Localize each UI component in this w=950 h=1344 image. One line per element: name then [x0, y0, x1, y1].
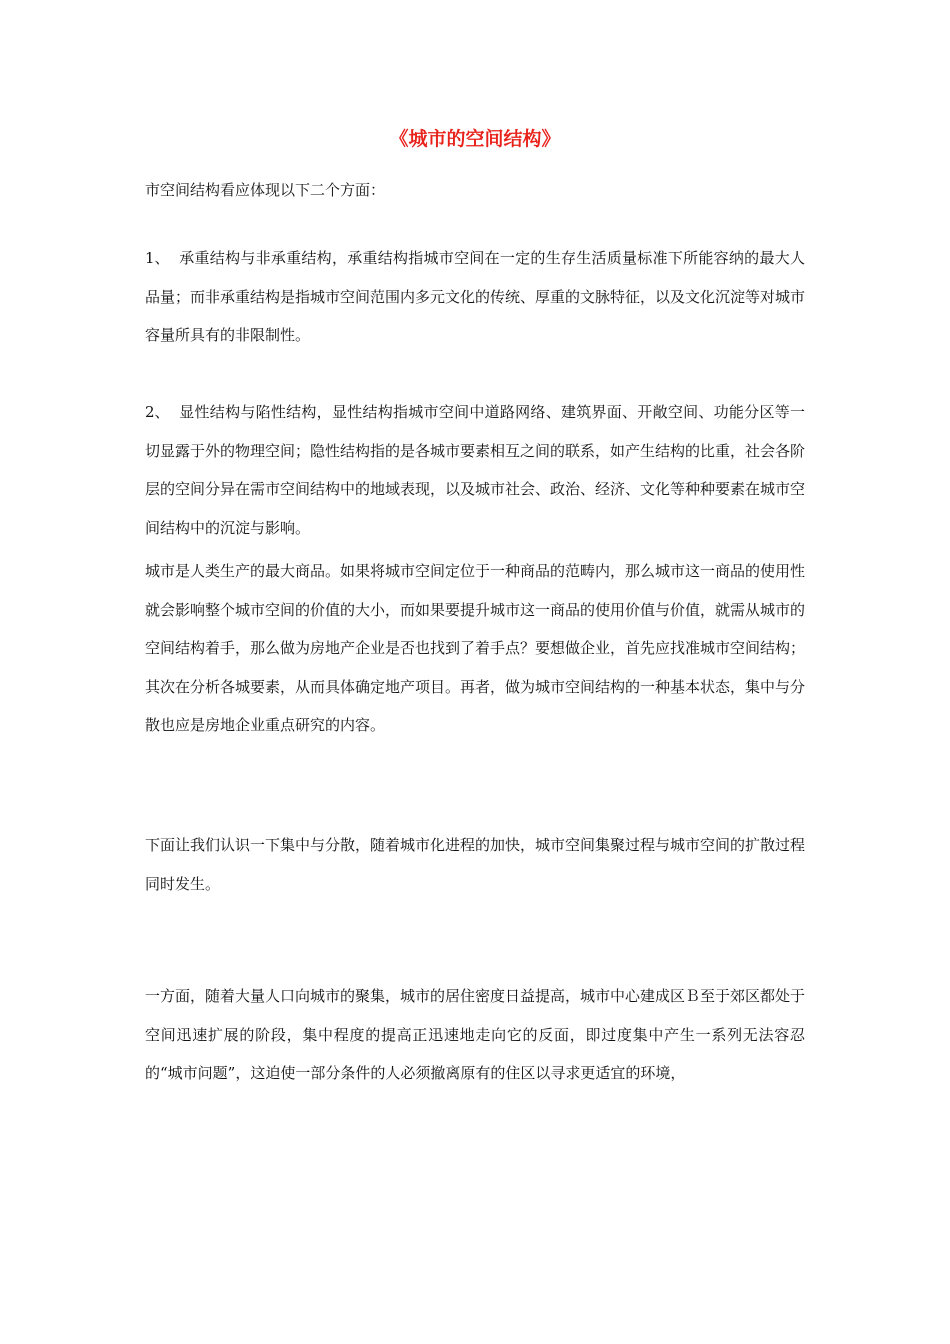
point-1-text: 承重结构与非承重结构，承重结构指城市空间在一定的生存生活质量标准下所能容纳的最大人品量；而非承重结构是指城市空间范围内多元文化的传统、厚重的文脉特征，以及文化沉淀等对城市容量所具有的非限制性。	[145, 249, 806, 344]
intro-paragraph: 市空间结构看应体现以下二个方面：	[145, 181, 386, 199]
point-1-paragraph	[145, 239, 805, 355]
point-2-number: 2、	[145, 403, 170, 421]
point-2-text: 显性结构与陷性结构，显性结构指城市空间中道路网络、建筑界面、开敞空间、功能分区等一切显露于外的物理空间；隐性结构指的是各城市要素相互之间的联系，如产生结构的比重，社会各阶层的空间分异在需市空间结构中的地域表现，以及城市社会、政治、经济、文化等种种要素在城市空间结构中的沉淀与影响。	[145, 403, 806, 537]
commodity-paragraph: 城市是人类生产的最大商品。如果将城市空间定位于一种商品的范畴内，那么城市这一商品的使用性就会影响整个城市空间的价值的大小，而如果要提升城市这一商品的使用价值与价值，就需从城市的空间结构着手，那么做为房地产企业是否也找到了着手点？要想做企业，首先应找准城市空间结构；其次在分析各城要素，从而具体确定地产项目。再者，做为城市空间结构的一种基本状态，集中与分散也应是房地企业重点研究的内容。	[145, 562, 806, 734]
onehand-paragraph: 一方面，随着大量人口向城市的聚集，城市的居住密度日益提高，城市中心建成区Ｂ至于郊区都处于空间迅速扩展的阶段，集中程度的提高正迅速地走向它的反面，即过度集中产生一系列无法容忍的“城市问题”，这迫使一部分条件的人必须撤离原有的住区以寻求更适宜的环境，	[145, 987, 806, 1082]
document-title: 《城市的空间结构》	[389, 128, 561, 150]
concentration-paragraph: 下面让我们认识一下集中与分散，随着城市化进程的加快，城市空间集聚过程与城市空间的扩散过程同时发生。	[145, 836, 806, 893]
point-2-paragraph	[145, 393, 805, 547]
point-1-number: 1、	[145, 249, 170, 267]
